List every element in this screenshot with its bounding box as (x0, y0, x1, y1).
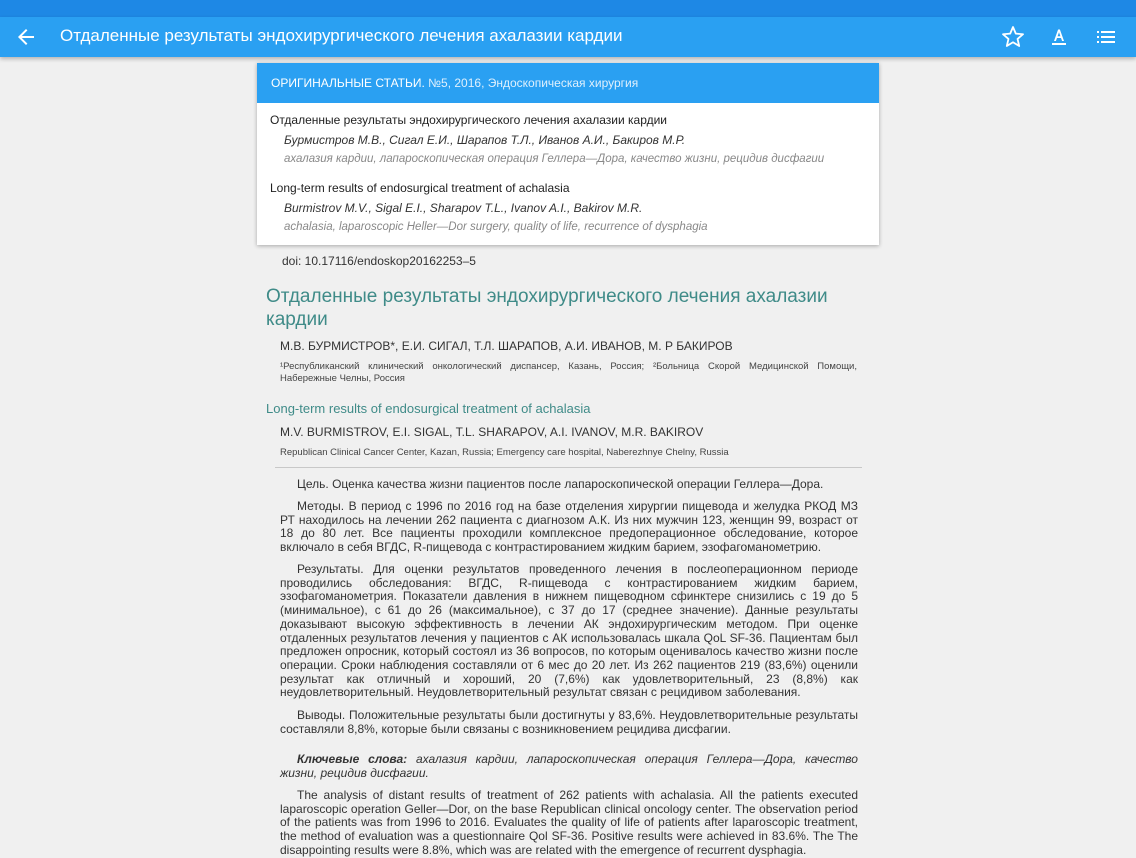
abstract-en: The analysis of distant results of treatment of 262 patients with achalasia. All the patients executed laparoscopic operation Geller—Dor, on the base Republican clinical oncology center. The observation period of the patients was from 1996 to 2016. Evaluates the quality of life of patients after laparoscopic treatment, the method of evaluation was a questionnaire Qol SF-36. Positive results were achieved in 83.6%. The The disappointing results were 8.8%, which was are related with the emergence of recurrent dysphagia. (280, 788, 858, 857)
ru-title: Отдаленные результаты эндохирургического лечения ахалазии кардии (270, 113, 668, 127)
abstract-methods: Методы. В период с 1996 по 2016 год на базе отделения хирургии пищевода и желудка РКОД МЗ РТ находилось на лечении 262 пациента с диагнозом А.К. Из них мужчин 123, женщин 99, возраст от 18 до 80 лет. Все пациенты проходили комплексное предоперационное обследование, которое включало в себя ВГДС, R-пищевода с контрастированием жидким барием, эзофагоманометрию. (280, 499, 858, 555)
article-info-card (257, 63, 879, 245)
text-format-icon[interactable] (1047, 25, 1071, 49)
issue-label: №5, 2016, Эндоскопическая хирургия (424, 76, 639, 90)
status-bar (0, 0, 1136, 17)
star-icon[interactable] (1001, 25, 1025, 49)
divider (275, 467, 862, 468)
card-header (257, 63, 879, 103)
article-affiliation: ¹Республиканский клинический онкологический диспансер, Казань, Россия; ²Больница Скорой Медицинской Помощи, Набережные Челны, Россия (280, 361, 857, 384)
article-authors: М.В. БУРМИСТРОВ*, Е.И. СИГАЛ, Т.Л. ШАРАПОВ, А.И. ИВАНОВ, М. Р БАКИРОВ (280, 339, 733, 353)
section-label: ОРИГИНАЛЬНЫЕ СТАТЬИ. (271, 76, 425, 90)
abstract-results: Результаты. Для оценки результатов проведенного лечения в послеоперационном периоде проводились обследования: ВГДС, R-пищевода с контрастированием жидким барием, эзофагоманометрия. Показатели давления в нижнем пищеводном сфинктере снизились с 19 до 5 (минимальное), с 61 до 26 (максимальное), с 37 до 17 (среднее значение). Данные результаты доказывают высокую эффективность в лечении АК эндохирургическим методом. При оценке отдаленных результатов лечения у пациентов с АК использовалась шкала QoL SF-36. Пациентам был предложен опросник, который состоял из 36 вопросов, по которым оценивалось качество жизни после операции. Сроки наблюдения составляли от 6 мес до 20 лет. Из 262 пациентов 219 (83,6%) оценили результат как отличный и хороший, 20 (7,6%) как удовлетворительный, 23 (8,8%) как неудовлетворительный. Неудовлетворительный результат связан с рецидивом заболевания. (280, 562, 858, 700)
page-title: Отдаленные результаты эндохирургического лечения ахалазии кардии (60, 26, 623, 45)
toc-icon[interactable] (1094, 25, 1118, 49)
ru-keywords: ахалазия кардии, лапароскопическая операция Геллера—Дора, качество жизни, рецидив дисфагии (284, 153, 825, 165)
article-affiliation-en: Republican Clinical Cancer Center, Kazan, Russia; Emergency care hospital, Naberezhnye Chelny, Russia (280, 447, 729, 458)
keywords-text: ахалазия кардии, лапароскопическая операция Геллера—Дора, качество жизни, рецидив дисфагии. (280, 752, 858, 780)
en-authors: Burmistrov M.V., Sigal E.I., Sharapov T.L., Ivanov A.I., Bakirov M.R. (284, 201, 643, 215)
abstract-goal: Цель. Оценка качества жизни пациентов после лапароскопической операции Геллера—Дора. (297, 477, 824, 491)
keywords-label: Ключевые слова: (297, 752, 408, 766)
app-bar (0, 17, 1136, 57)
en-title: Long-term results of endosurgical treatment of achalasia (270, 181, 570, 195)
en-keywords: achalasia, laparoscopic Heller—Dor surgery, quality of life, recurrence of dysphagia (284, 221, 708, 233)
arrow-left-icon[interactable] (14, 25, 38, 49)
article-title-en: Long-term results of endosurgical treatment of achalasia (266, 401, 591, 416)
abstract-conclusions: Выводы. Положительные результаты были достигнуты у 83,6%. Неудовлетворительные результаты составляли 8,8%, которые были связаны с возникновением рецидива дисфагии. (280, 708, 858, 736)
abstract-keywords (280, 753, 858, 780)
article-title: Отдаленные результаты эндохирургического лечения ахалазии кардии (266, 286, 828, 330)
doi: doi: 10.17116/endoskop20162253–5 (282, 254, 476, 268)
ru-authors: Бурмистров М.В., Сигал Е.И., Шарапов Т.Л., Иванов А.И., Бакиров М.Р. (284, 133, 686, 147)
article-authors-en: M.V. BURMISTROV, E.I. SIGAL, T.L. SHARAPOV, A.I. IVANOV, M.R. BAKIROV (280, 425, 704, 439)
